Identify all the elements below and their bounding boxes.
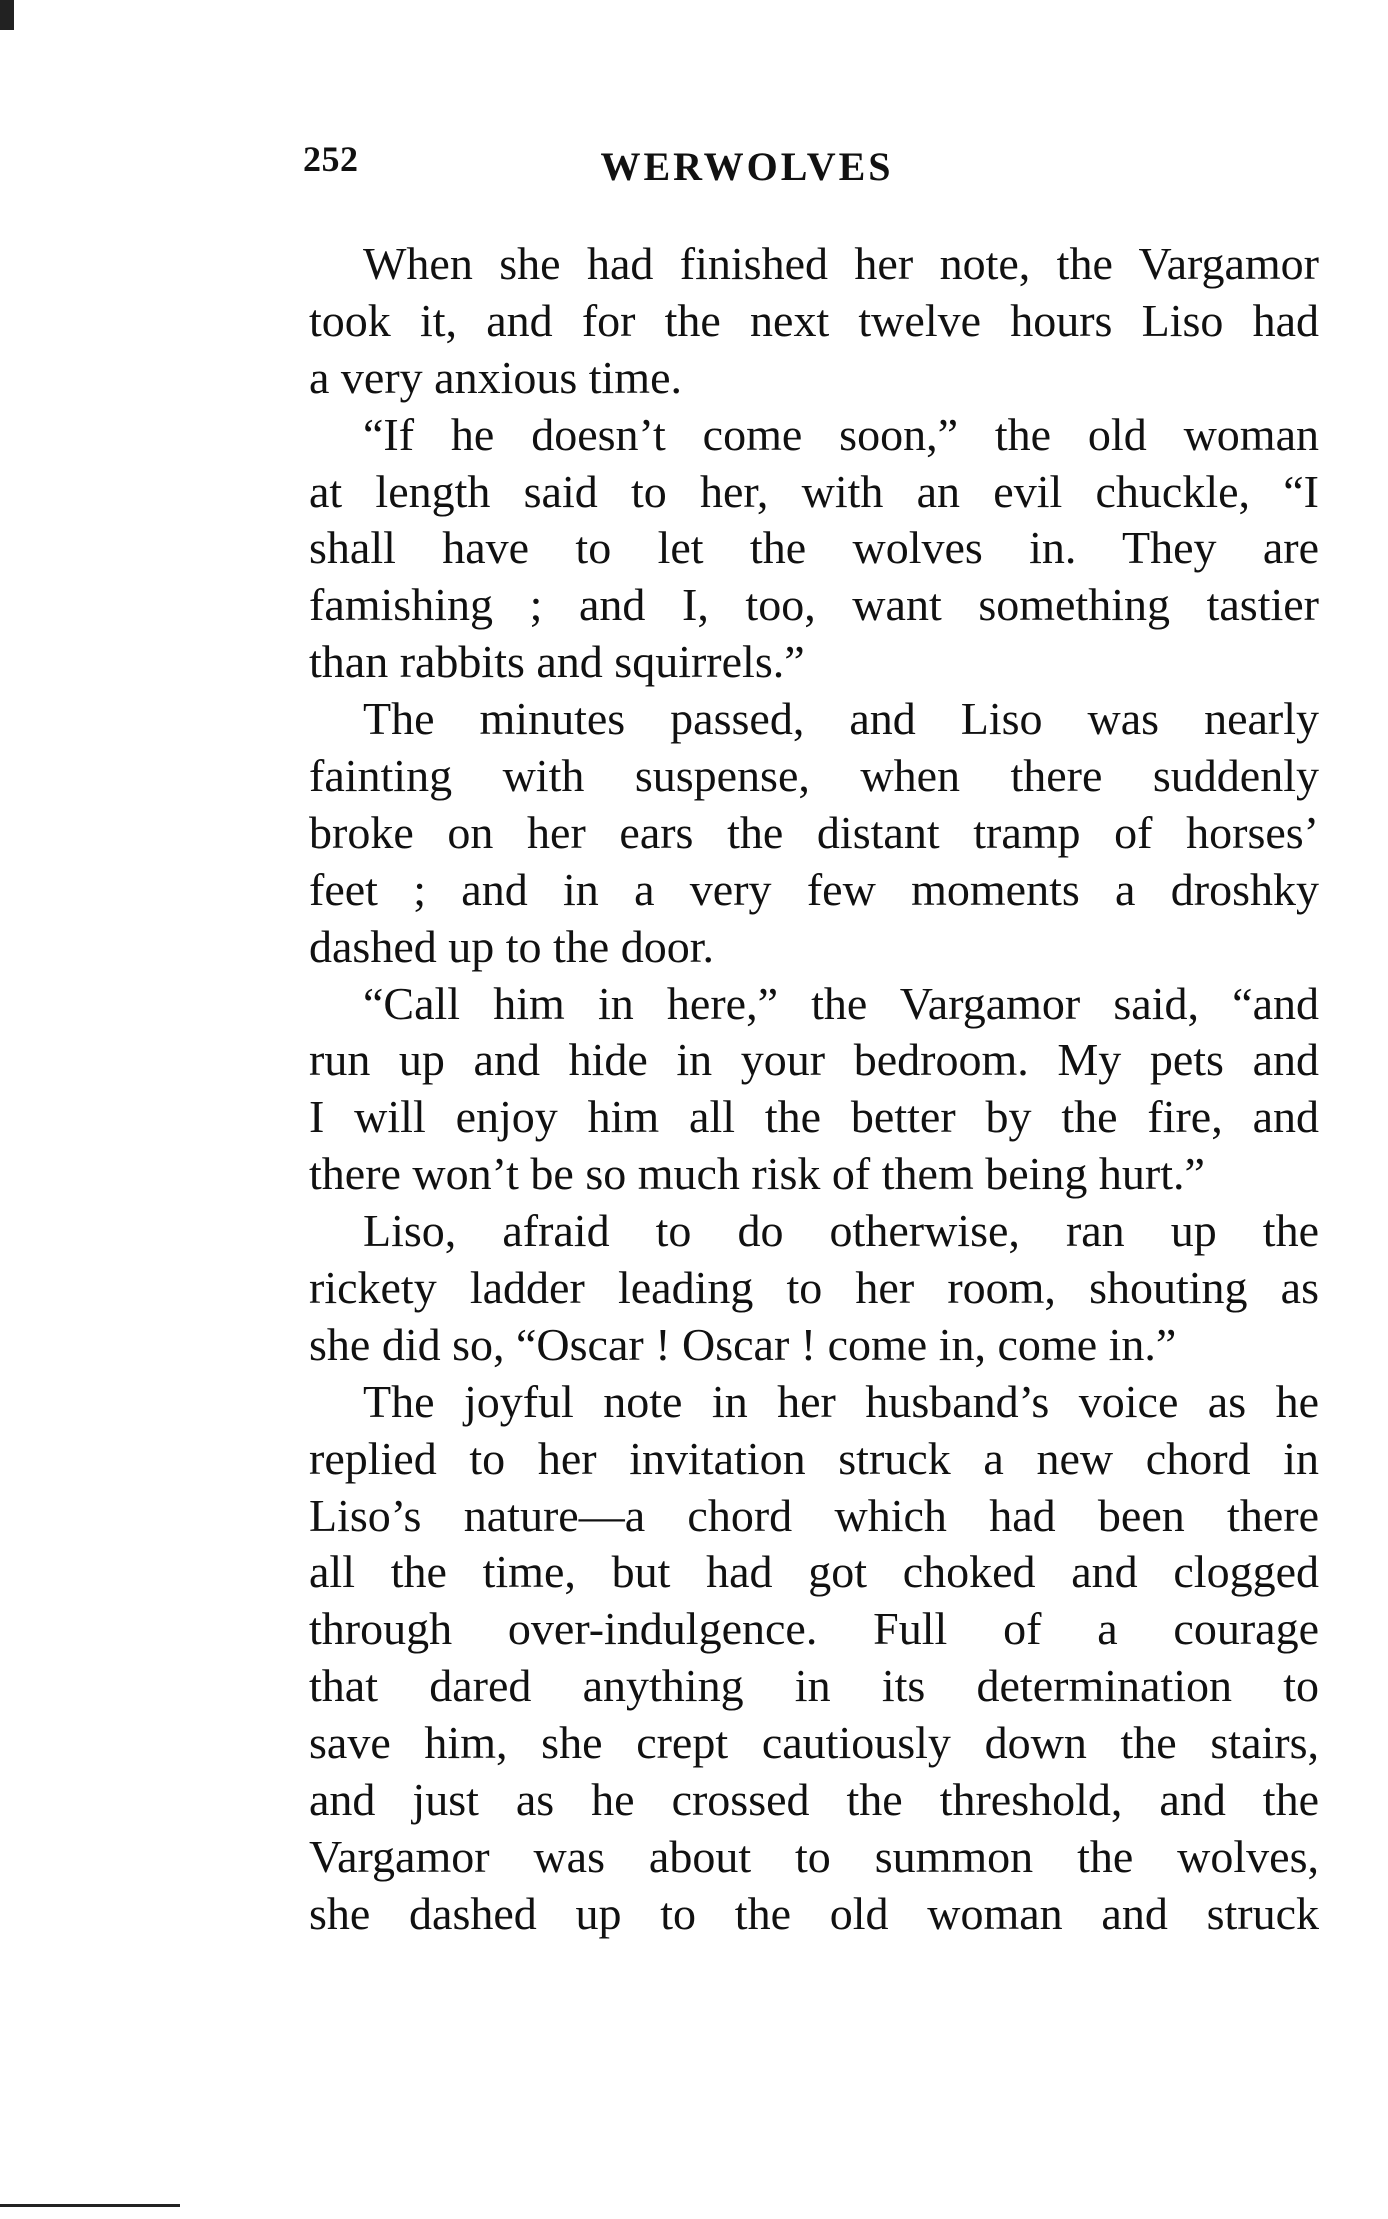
- text-line: there won’t be so much risk of them being hurt.”: [309, 1148, 1205, 1200]
- body-text: [309, 236, 1319, 1943]
- text-line: Liso, afraid to do otherwise, ran up the: [363, 1205, 1319, 1257]
- text-line: at length said to her, with an evil chuckle, “I: [309, 465, 1319, 517]
- text-line: “If he doesn’t come soon,” the old woman: [363, 408, 1319, 460]
- page-edge-mark-top: [0, 0, 14, 30]
- text-line: I will enjoy him all the better by the fire, and: [309, 1091, 1319, 1143]
- text-line: a very anxious time.: [309, 351, 683, 403]
- text-line: than rabbits and squirrels.”: [309, 636, 805, 688]
- text-line: The minutes passed, and Liso was nearly: [363, 693, 1319, 745]
- text-line: famishing ; and I, too, want something tastier: [309, 579, 1319, 631]
- text-line: she did so, “Oscar ! Oscar ! come in, come in.”: [309, 1318, 1177, 1370]
- text-line: Liso’s nature—a chord which had been there: [309, 1489, 1319, 1541]
- text-line: all the time, but had got choked and clogged: [309, 1546, 1319, 1598]
- page-edge-mark-bottom: [0, 2204, 180, 2207]
- text-line: and just as he crossed the threshold, and the: [309, 1774, 1319, 1826]
- text-line: rickety ladder leading to her room, shouting as: [309, 1262, 1319, 1314]
- text-line: When she had finished her note, the Vargamor: [363, 238, 1319, 289]
- page-number: 252: [303, 139, 359, 179]
- text-line: fainting with suspense, when there suddenly: [309, 750, 1319, 802]
- text-line: feet ; and in a very few moments a droshky: [309, 863, 1319, 915]
- text-line: replied to her invitation struck a new chord in: [309, 1432, 1319, 1484]
- text-line: through over-indulgence. Full of a courage: [309, 1603, 1319, 1655]
- text-line: dashed up to the door.: [309, 920, 714, 972]
- running-title: WERWOLVES: [600, 144, 894, 189]
- text-line: The joyful note in her husband’s voice as he: [363, 1375, 1319, 1427]
- text-line: Vargamor was about to summon the wolves,: [309, 1830, 1319, 1882]
- text-line: took it, and for the next twelve hours Liso had: [309, 294, 1319, 346]
- text-line: “Call him in here,” the Vargamor said, “and: [363, 977, 1319, 1029]
- text-line: she dashed up to the old woman and struck: [309, 1887, 1319, 1939]
- text-line: save him, she crept cautiously down the stairs,: [309, 1717, 1319, 1769]
- text-line: broke on her ears the distant tramp of horses’: [309, 806, 1319, 858]
- text-line: that dared anything in its determination to: [309, 1660, 1319, 1712]
- text-line: shall have to let the wolves in. They are: [309, 522, 1319, 574]
- text-line: run up and hide in your bedroom. My pets and: [309, 1034, 1319, 1086]
